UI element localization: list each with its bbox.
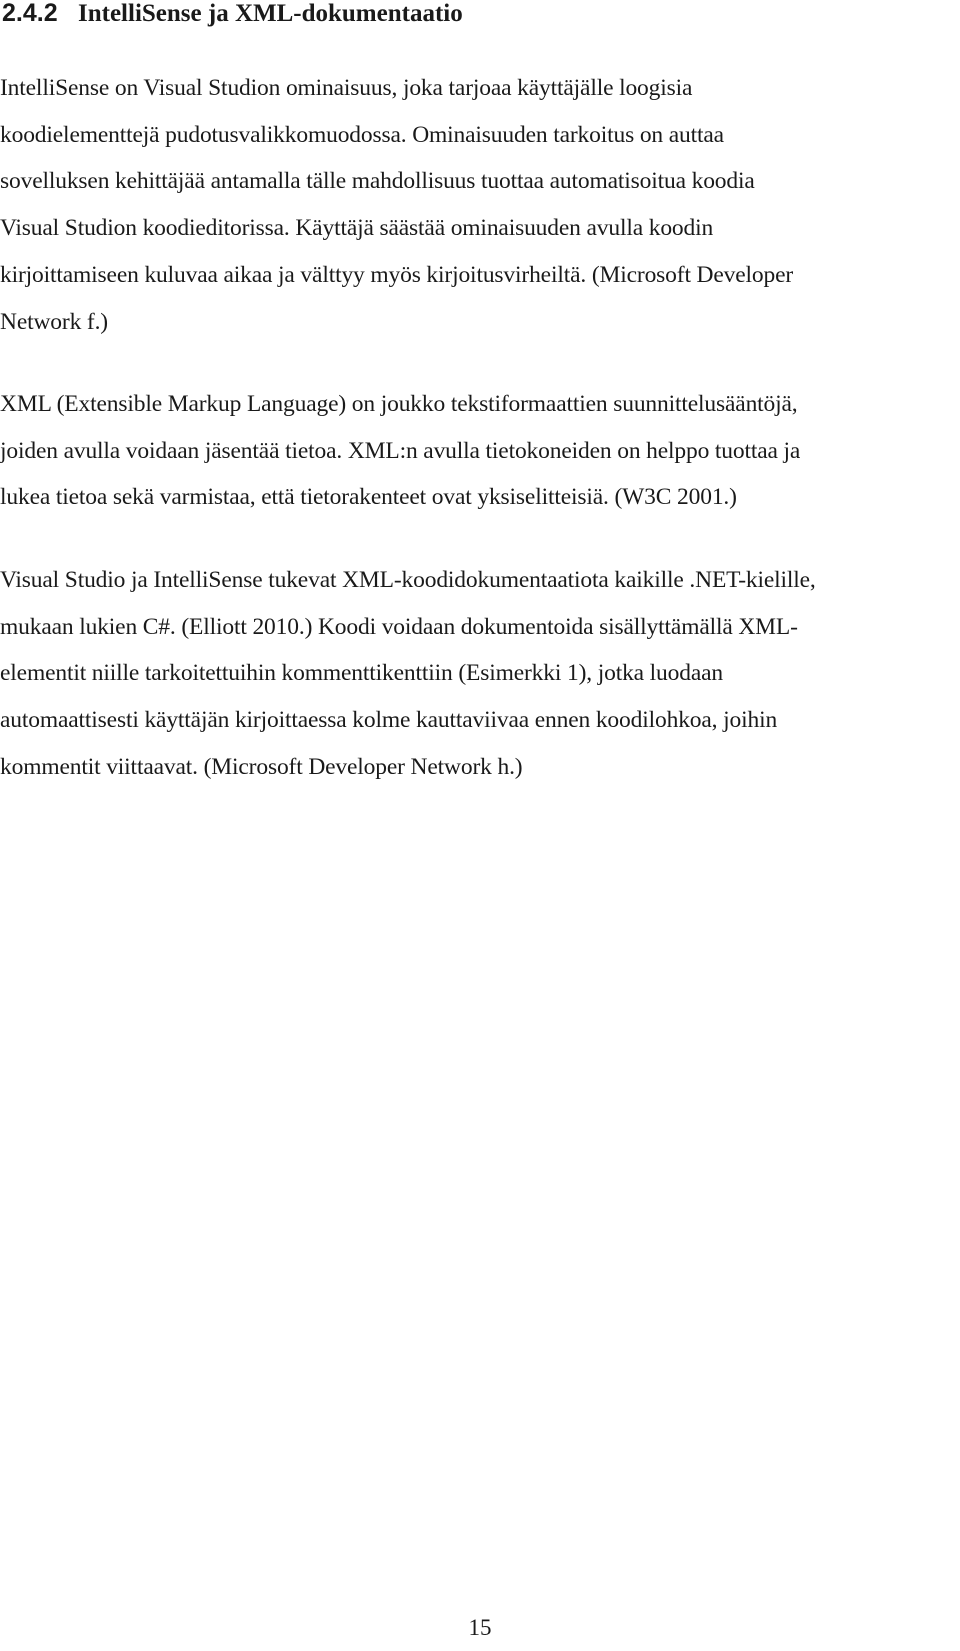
text-line: Visual Studion koodieditorissa. Käyttäjä säästää ominaisuuden avulla koodin [0,215,714,242]
text-line: IntelliSense on Visual Studion ominaisuus, joka tarjoaa käyttäjälle loogisia [0,75,693,101]
paragraph-xml-documentation [0,557,960,791]
text-line: sovelluksen kehittäjää antamalla tälle mahdollisuus tuottaa automatisoitua koodia [0,168,755,195]
text-line: mukaan lukien C#. (Elliott 2010.) Koodi voidaan dokumentoida sisällyttämällä XML- [0,613,798,640]
section-number: 2.4.2 [2,0,58,27]
paragraph-xml [0,381,960,521]
text-line: Network f.) [0,308,108,335]
section-heading [2,0,463,29]
text-line: Visual Studio ja IntelliSense tukevat XML-koodidokumentaatiota kaikille .NET-kielille, [0,567,816,593]
text-line: elementit niille tarkoitettuihin kommenttikenttiin (Esimerkki 1), jotka luodaan [0,660,724,687]
section-title: IntelliSense ja XML-dokumentaatio [78,0,463,27]
text-line: kommentit viittaavat. (Microsoft Developer Network h.) [0,753,523,780]
page-number: 15 [468,1615,492,1640]
text-line: kirjoittamiseen kuluvaa aikaa ja välttyy myös kirjoitusvirheiltä. (Microsoft Developer [0,261,794,288]
text-line: lukea tietoa sekä varmistaa, että tietorakenteet ovat yksiselitteisiä. (W3C 2001.) [0,484,737,511]
text-line: joiden avulla voidaan jäsentää tietoa. XML:n avulla tietokoneiden on helppo tuottaa ja [0,437,801,464]
text-line: automaattisesti käyttäjän kirjoittaessa kolme kauttaviivaa ennen koodilohkoa, joihin [0,707,778,734]
text-line: koodielementtejä pudotusvalikkomuodossa. Ominaisuuden tarkoitus on auttaa [0,121,724,148]
text-line: XML (Extensible Markup Language) on joukko tekstiformaattien suunnittelusääntöjä, [0,391,798,417]
paragraph-intellisense [0,65,960,345]
